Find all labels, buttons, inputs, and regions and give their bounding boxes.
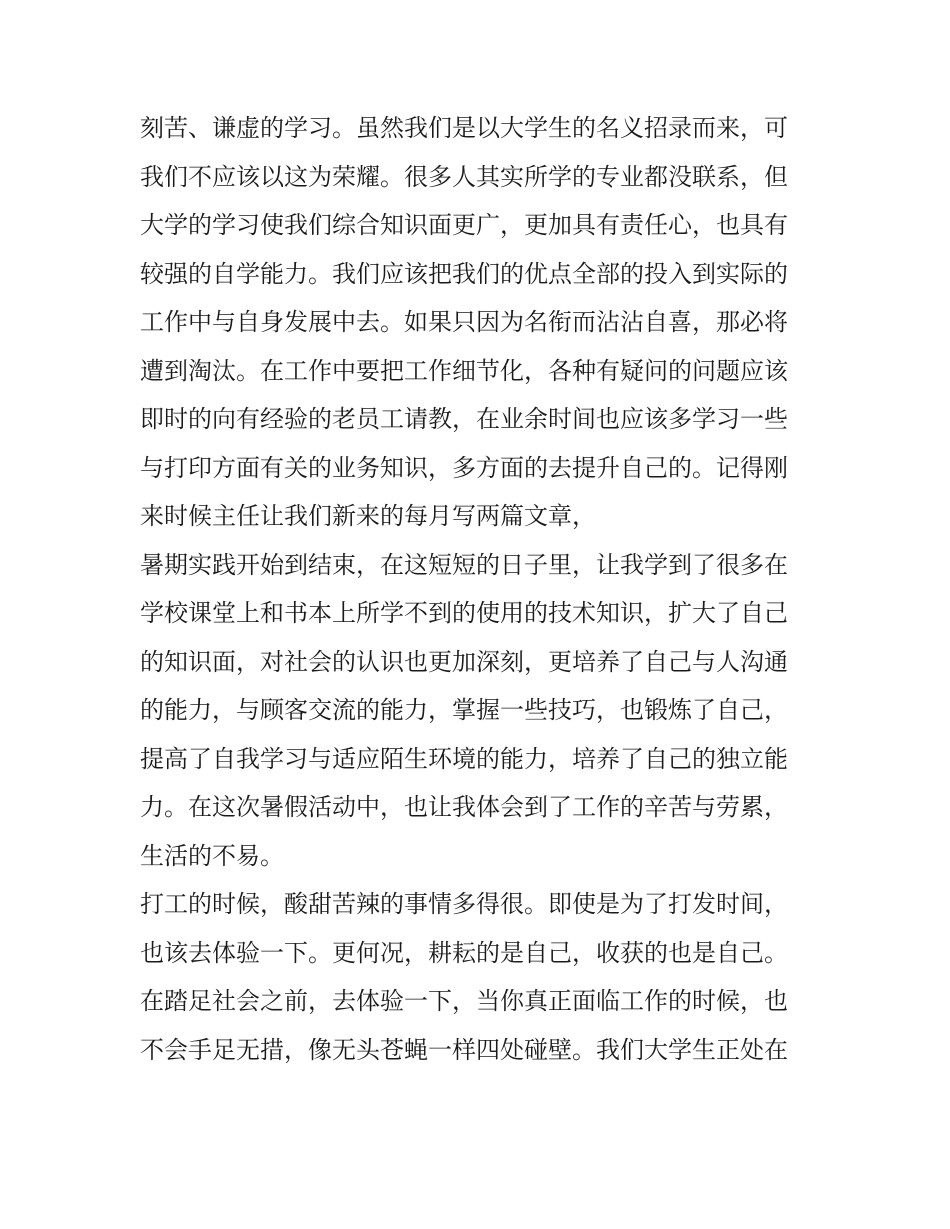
text-line: 刻苦、谦虚的学习。虽然我们是以大学生的名义招录而来，可 <box>140 114 788 142</box>
text-line: 与打印方面有关的业务知识，多方面的去提升自己的。记得刚 <box>140 453 788 482</box>
text-line: 也该去体验一下。更何况，耕耘的是自己，收获的也是自己。 <box>140 938 788 967</box>
text-line: 打工的时候，酸甜苦辣的事情多得很。即使是为了打发时间， <box>140 890 788 918</box>
text-line: 即时的向有经验的老员工请教，在业余时间也应该多学习一些 <box>140 405 788 433</box>
text-line: 大学的学习使我们综合知识面更广，更加具有责任心，也具有 <box>140 211 788 239</box>
text-line: 暑期实践开始到结束，在这短短的日子里，让我学到了很多在 <box>140 550 788 579</box>
text-line: 力。在这次暑假活动中，也让我体会到了工作的辛苦与劳累， <box>140 793 788 821</box>
text-line: 不会手足无措，像无头苍蝇一样四处碰壁。我们大学生正处在 <box>140 1035 788 1064</box>
text-line: 工作中与自身发展中去。如果只因为名衔而沾沾自喜，那必将 <box>140 308 788 336</box>
text-line: 的知识面，对社会的认识也更加深刻，更培养了自己与人沟通 <box>140 647 788 676</box>
text-line: 在踏足社会之前，去体验一下，当你真正面临工作的时候，也 <box>140 987 788 1015</box>
text-line: 提高了自我学习与适应陌生环境的能力，培养了自己的独立能 <box>140 744 788 773</box>
text-line: 生活的不易。 <box>140 841 284 870</box>
text-line: 来时候主任让我们新来的每月写两篇文章， <box>140 502 596 530</box>
body-text <box>140 104 820 1074</box>
text-line: 的能力，与顾客交流的能力，掌握一些技巧，也锻炼了自己， <box>140 696 788 724</box>
text-line: 较强的自学能力。我们应该把我们的优点全部的投入到实际的 <box>140 259 788 288</box>
text-line: 学校课堂上和书本上所学不到的使用的技术知识，扩大了自己 <box>140 599 788 627</box>
text-line: 我们不应该以这为荣耀。很多人其实所学的专业都没联系，但 <box>140 162 788 191</box>
text-line: 遭到淘汰。在工作中要把工作细节化，各种有疑问的问题应该 <box>140 356 788 385</box>
